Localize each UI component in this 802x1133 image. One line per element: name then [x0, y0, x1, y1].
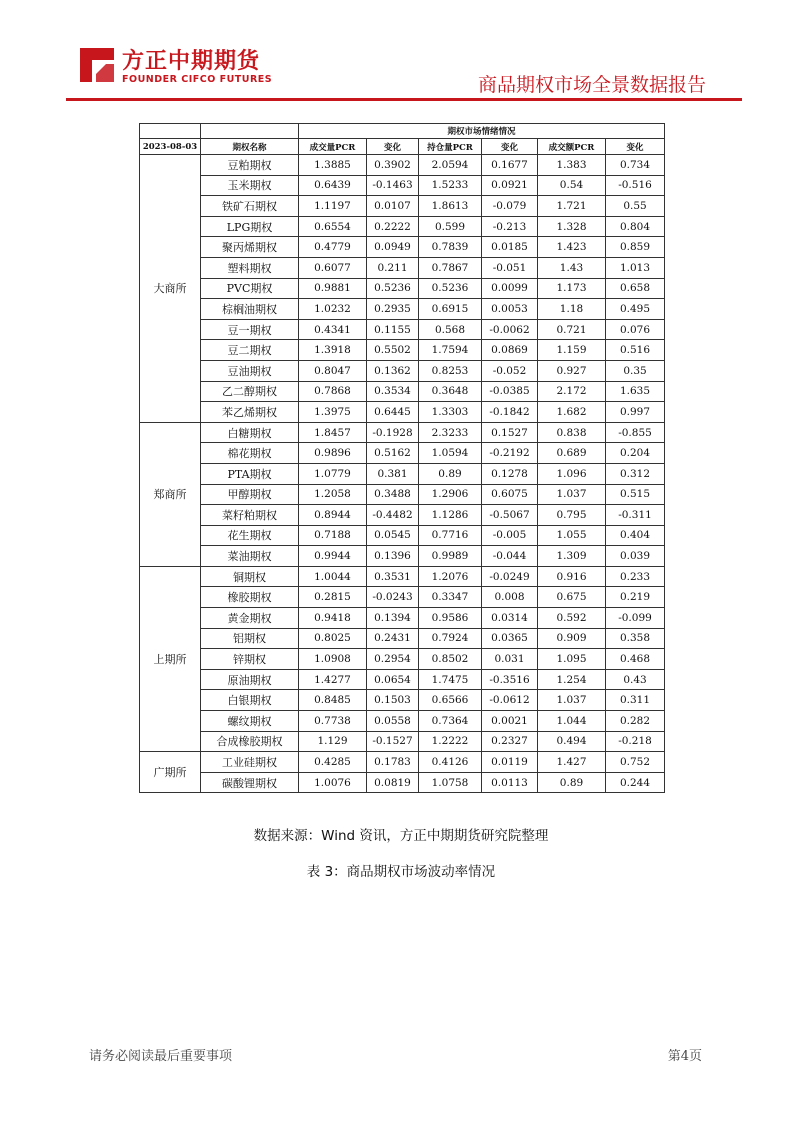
option-name-cell: 铁矿石期权	[201, 196, 299, 217]
value-cell: 0.721	[538, 319, 606, 340]
value-cell: 0.3534	[367, 381, 419, 402]
value-cell: 0.658	[606, 278, 665, 299]
column-header: 变化	[367, 139, 419, 155]
value-cell: 0.2327	[482, 731, 538, 752]
value-cell: 1.037	[538, 690, 606, 711]
table-row	[140, 711, 665, 732]
value-cell: 1.8613	[419, 196, 482, 217]
value-cell: 1.037	[538, 484, 606, 505]
value-cell: -0.218	[606, 731, 665, 752]
value-cell: 0.039	[606, 546, 665, 567]
table-body	[140, 155, 665, 793]
option-sentiment-table	[139, 123, 665, 793]
value-cell: 1.0232	[299, 299, 367, 320]
value-cell: 0.1503	[367, 690, 419, 711]
value-cell: 0.1527	[482, 422, 538, 443]
value-cell: 0.5162	[367, 443, 419, 464]
value-cell: 0.838	[538, 422, 606, 443]
value-cell: 0.515	[606, 484, 665, 505]
value-cell: 1.3885	[299, 155, 367, 176]
value-cell: 0.6439	[299, 175, 367, 196]
table-row	[140, 443, 665, 464]
table-row	[140, 649, 665, 670]
value-cell: 1.013	[606, 257, 665, 278]
value-cell: 0.7738	[299, 711, 367, 732]
value-cell: 1.044	[538, 711, 606, 732]
value-cell: 0.8025	[299, 628, 367, 649]
value-cell: 0.3902	[367, 155, 419, 176]
table-row	[140, 628, 665, 649]
column-header: 成交量PCR	[299, 139, 367, 155]
report-title: 商品期权市场全景数据报告	[477, 74, 706, 96]
value-cell: 0.5236	[367, 278, 419, 299]
value-cell: 0.1396	[367, 546, 419, 567]
value-cell: 1.1286	[419, 505, 482, 526]
value-cell: 1.635	[606, 381, 665, 402]
table-row	[140, 669, 665, 690]
option-name-cell: 聚丙烯期权	[201, 237, 299, 258]
value-cell: 1.7475	[419, 669, 482, 690]
value-cell: 0.568	[419, 319, 482, 340]
table-row	[140, 402, 665, 423]
value-cell: -0.1928	[367, 422, 419, 443]
value-cell: 0.312	[606, 463, 665, 484]
table-row	[140, 155, 665, 176]
option-name-cell: 花生期权	[201, 525, 299, 546]
value-cell: -0.079	[482, 196, 538, 217]
value-cell: 1.0779	[299, 463, 367, 484]
value-cell: 1.095	[538, 649, 606, 670]
value-cell: 0.7716	[419, 525, 482, 546]
value-cell: 0.0558	[367, 711, 419, 732]
value-cell: -0.005	[482, 525, 538, 546]
value-cell: -0.0612	[482, 690, 538, 711]
value-cell: 1.3975	[299, 402, 367, 423]
next-table-caption: 表 3：商品期权市场波动率情况	[306, 864, 496, 880]
page-number: 第4页	[667, 1049, 702, 1064]
value-cell: 2.3233	[419, 422, 482, 443]
value-cell: 0.6445	[367, 402, 419, 423]
value-cell: 1.682	[538, 402, 606, 423]
table-row	[140, 340, 665, 361]
value-cell: 0.2222	[367, 216, 419, 237]
table-row	[140, 196, 665, 217]
value-cell: 0.752	[606, 752, 665, 773]
value-cell: 0.495	[606, 299, 665, 320]
value-cell: 0.0185	[482, 237, 538, 258]
value-cell: 0.0869	[482, 340, 538, 361]
header-blank-cell	[201, 124, 299, 139]
value-cell: 2.0594	[419, 155, 482, 176]
value-cell: 1.0076	[299, 772, 367, 793]
option-name-cell: 工业硅期权	[201, 752, 299, 773]
table-row	[140, 566, 665, 587]
value-cell: -0.213	[482, 216, 538, 237]
value-cell: 0.6915	[419, 299, 482, 320]
value-cell: 1.43	[538, 257, 606, 278]
value-cell: 1.2058	[299, 484, 367, 505]
table-row	[140, 505, 665, 526]
value-cell: 1.383	[538, 155, 606, 176]
table-column-header-row	[140, 139, 665, 155]
option-name-cell: 菜油期权	[201, 546, 299, 567]
value-cell: 0.54	[538, 175, 606, 196]
value-cell: 0.55	[606, 196, 665, 217]
table-row	[140, 525, 665, 546]
value-cell: 0.358	[606, 628, 665, 649]
founder-logo-icon	[80, 48, 114, 82]
value-cell: 1.5233	[419, 175, 482, 196]
value-cell: 0.35	[606, 360, 665, 381]
value-cell: 0.0021	[482, 711, 538, 732]
value-cell: 0.795	[538, 505, 606, 526]
value-cell: 0.7364	[419, 711, 482, 732]
value-cell: 0.9881	[299, 278, 367, 299]
option-name-cell: 铜期权	[201, 566, 299, 587]
value-cell: 1.0044	[299, 566, 367, 587]
value-cell: 1.0908	[299, 649, 367, 670]
value-cell: -0.311	[606, 505, 665, 526]
value-cell: 1.309	[538, 546, 606, 567]
value-cell: 0.0949	[367, 237, 419, 258]
value-cell: -0.0249	[482, 566, 538, 587]
table-row	[140, 546, 665, 567]
value-cell: 0.0099	[482, 278, 538, 299]
value-cell: 0.404	[606, 525, 665, 546]
value-cell: 0.1278	[482, 463, 538, 484]
value-cell: 0.211	[367, 257, 419, 278]
value-cell: 0.0365	[482, 628, 538, 649]
option-name-cell: PVC期权	[201, 278, 299, 299]
value-cell: 0.6554	[299, 216, 367, 237]
value-cell: 0.468	[606, 649, 665, 670]
value-cell: 0.89	[538, 772, 606, 793]
value-cell: 0.0654	[367, 669, 419, 690]
option-name-cell: 菜籽粕期权	[201, 505, 299, 526]
table-group-header-row	[140, 124, 665, 139]
value-cell: 0.282	[606, 711, 665, 732]
table-row	[140, 484, 665, 505]
table-row	[140, 731, 665, 752]
value-cell: -0.051	[482, 257, 538, 278]
value-cell: 1.18	[538, 299, 606, 320]
table-row	[140, 752, 665, 773]
option-name-cell: 白银期权	[201, 690, 299, 711]
value-cell: 0.4779	[299, 237, 367, 258]
value-cell: 1.4277	[299, 669, 367, 690]
option-name-cell: 铝期权	[201, 628, 299, 649]
value-cell: 1.2076	[419, 566, 482, 587]
value-cell: -0.044	[482, 546, 538, 567]
value-cell: 0.1155	[367, 319, 419, 340]
table-row	[140, 278, 665, 299]
value-cell: 0.689	[538, 443, 606, 464]
page-header	[0, 0, 802, 110]
value-cell: 2.172	[538, 381, 606, 402]
option-name-cell: 锌期权	[201, 649, 299, 670]
value-cell: 0.7924	[419, 628, 482, 649]
value-cell: 0.0053	[482, 299, 538, 320]
value-cell: 1.721	[538, 196, 606, 217]
value-cell: 0.43	[606, 669, 665, 690]
option-name-cell: 螺纹期权	[201, 711, 299, 732]
value-cell: 0.8047	[299, 360, 367, 381]
option-name-cell: 白糖期权	[201, 422, 299, 443]
value-cell: 0.6077	[299, 257, 367, 278]
header-blank-cell	[140, 124, 201, 139]
value-cell: 0.599	[419, 216, 482, 237]
value-cell: 0.494	[538, 731, 606, 752]
value-cell: 1.7594	[419, 340, 482, 361]
value-cell: 0.9944	[299, 546, 367, 567]
value-cell: 0.3648	[419, 381, 482, 402]
footer-notice: 请务必阅读最后重要事项	[89, 1049, 233, 1064]
value-cell: 0.675	[538, 587, 606, 608]
value-cell: 0.859	[606, 237, 665, 258]
value-cell: 0.233	[606, 566, 665, 587]
value-cell: 0.1362	[367, 360, 419, 381]
value-cell: 0.0819	[367, 772, 419, 793]
value-cell: 0.8502	[419, 649, 482, 670]
column-header: 期权名称	[201, 139, 299, 155]
value-cell: 1.3303	[419, 402, 482, 423]
value-cell: 1.129	[299, 731, 367, 752]
option-name-cell: 橡胶期权	[201, 587, 299, 608]
value-cell: 1.427	[538, 752, 606, 773]
table-row	[140, 360, 665, 381]
value-cell: 0.8253	[419, 360, 482, 381]
value-cell: 1.2906	[419, 484, 482, 505]
value-cell: 0.909	[538, 628, 606, 649]
option-name-cell: 原油期权	[201, 669, 299, 690]
option-name-cell: 豆一期权	[201, 319, 299, 340]
value-cell: -0.1463	[367, 175, 419, 196]
value-cell: 0.204	[606, 443, 665, 464]
value-cell: 0.0107	[367, 196, 419, 217]
value-cell: 0.4341	[299, 319, 367, 340]
exchange-cell: 郑商所	[140, 422, 201, 566]
table-row	[140, 608, 665, 629]
value-cell: 0.6566	[419, 690, 482, 711]
value-cell: 0.516	[606, 340, 665, 361]
value-cell: 0.8944	[299, 505, 367, 526]
option-name-cell: 棉花期权	[201, 443, 299, 464]
value-cell: 0.734	[606, 155, 665, 176]
option-name-cell: 苯乙烯期权	[201, 402, 299, 423]
value-cell: 0.7188	[299, 525, 367, 546]
value-cell: -0.5067	[482, 505, 538, 526]
value-cell: 0.9989	[419, 546, 482, 567]
value-cell: -0.0243	[367, 587, 419, 608]
option-name-cell: 玉米期权	[201, 175, 299, 196]
value-cell: 1.254	[538, 669, 606, 690]
value-cell: -0.052	[482, 360, 538, 381]
value-cell: 0.7868	[299, 381, 367, 402]
table-row	[140, 772, 665, 793]
value-cell: 0.1783	[367, 752, 419, 773]
value-cell: 0.997	[606, 402, 665, 423]
value-cell: 1.8457	[299, 422, 367, 443]
value-cell: -0.0385	[482, 381, 538, 402]
table-row	[140, 587, 665, 608]
value-cell: 0.916	[538, 566, 606, 587]
value-cell: 0.9896	[299, 443, 367, 464]
value-cell: 0.927	[538, 360, 606, 381]
value-cell: 1.159	[538, 340, 606, 361]
value-cell: -0.1527	[367, 731, 419, 752]
value-cell: 0.9418	[299, 608, 367, 629]
column-header: 变化	[482, 139, 538, 155]
table-row	[140, 422, 665, 443]
option-name-cell: LPG期权	[201, 216, 299, 237]
value-cell: -0.855	[606, 422, 665, 443]
table-row	[140, 463, 665, 484]
value-cell: 0.3488	[367, 484, 419, 505]
value-cell: 0.1394	[367, 608, 419, 629]
table-row	[140, 257, 665, 278]
value-cell: 0.219	[606, 587, 665, 608]
table-row	[140, 299, 665, 320]
value-cell: 0.0314	[482, 608, 538, 629]
value-cell: 0.9586	[419, 608, 482, 629]
logo-name-en: FOUNDER CIFCO FUTURES	[122, 74, 273, 85]
option-name-cell: 豆二期权	[201, 340, 299, 361]
value-cell: 0.2954	[367, 649, 419, 670]
value-cell: 0.2935	[367, 299, 419, 320]
column-header: 持仓量PCR	[419, 139, 482, 155]
table-row	[140, 319, 665, 340]
value-cell: 1.328	[538, 216, 606, 237]
value-cell: 0.6075	[482, 484, 538, 505]
value-cell: 0.0113	[482, 772, 538, 793]
value-cell: 0.1677	[482, 155, 538, 176]
value-cell: 0.2431	[367, 628, 419, 649]
value-cell: 0.89	[419, 463, 482, 484]
option-name-cell: 塑料期权	[201, 257, 299, 278]
option-name-cell: 合成橡胶期权	[201, 731, 299, 752]
value-cell: 0.0545	[367, 525, 419, 546]
value-cell: 0.311	[606, 690, 665, 711]
value-cell: 0.5236	[419, 278, 482, 299]
option-name-cell: 乙二醇期权	[201, 381, 299, 402]
column-header: 成交额PCR	[538, 139, 606, 155]
value-cell: 0.0119	[482, 752, 538, 773]
option-name-cell: 黄金期权	[201, 608, 299, 629]
table-row	[140, 381, 665, 402]
value-cell: 1.1197	[299, 196, 367, 217]
value-cell: 0.244	[606, 772, 665, 793]
value-cell: 1.173	[538, 278, 606, 299]
table-row	[140, 690, 665, 711]
column-header: 变化	[606, 139, 665, 155]
value-cell: 0.2815	[299, 587, 367, 608]
value-cell: 0.3531	[367, 566, 419, 587]
exchange-cell: 大商所	[140, 155, 201, 423]
exchange-cell: 上期所	[140, 566, 201, 751]
value-cell: -0.0062	[482, 319, 538, 340]
value-cell: -0.516	[606, 175, 665, 196]
value-cell: 1.0594	[419, 443, 482, 464]
value-cell: 1.0758	[419, 772, 482, 793]
value-cell: 0.5502	[367, 340, 419, 361]
value-cell: -0.3516	[482, 669, 538, 690]
date-header: 2023-08-03	[140, 139, 201, 155]
value-cell: 0.804	[606, 216, 665, 237]
table-row	[140, 216, 665, 237]
logo-name-cn: 方正中期期货	[122, 49, 261, 74]
table-row	[140, 237, 665, 258]
value-cell: 1.055	[538, 525, 606, 546]
value-cell: 1.2222	[419, 731, 482, 752]
header-divider	[66, 98, 742, 101]
group-header: 期权市场情绪情况	[299, 124, 665, 139]
value-cell: -0.2192	[482, 443, 538, 464]
option-name-cell: PTA期权	[201, 463, 299, 484]
value-cell: 0.0921	[482, 175, 538, 196]
value-cell: 0.8485	[299, 690, 367, 711]
table-row	[140, 175, 665, 196]
value-cell: 0.381	[367, 463, 419, 484]
option-name-cell: 豆粕期权	[201, 155, 299, 176]
exchange-cell: 广期所	[140, 752, 201, 793]
value-cell: 1.3918	[299, 340, 367, 361]
value-cell: -0.4482	[367, 505, 419, 526]
value-cell: 0.3347	[419, 587, 482, 608]
option-name-cell: 棕榈油期权	[201, 299, 299, 320]
value-cell: 0.076	[606, 319, 665, 340]
option-name-cell: 碳酸锂期权	[201, 772, 299, 793]
value-cell: 0.4126	[419, 752, 482, 773]
value-cell: 1.423	[538, 237, 606, 258]
value-cell: 0.008	[482, 587, 538, 608]
value-cell: -0.1842	[482, 402, 538, 423]
value-cell: 0.7839	[419, 237, 482, 258]
value-cell: 0.4285	[299, 752, 367, 773]
option-name-cell: 甲醇期权	[201, 484, 299, 505]
value-cell: 0.7867	[419, 257, 482, 278]
value-cell: 1.096	[538, 463, 606, 484]
value-cell: 0.592	[538, 608, 606, 629]
source-note: 数据来源：Wind 资讯，方正中期期货研究院整理	[253, 828, 549, 844]
value-cell: -0.099	[606, 608, 665, 629]
option-name-cell: 豆油期权	[201, 360, 299, 381]
value-cell: 0.031	[482, 649, 538, 670]
